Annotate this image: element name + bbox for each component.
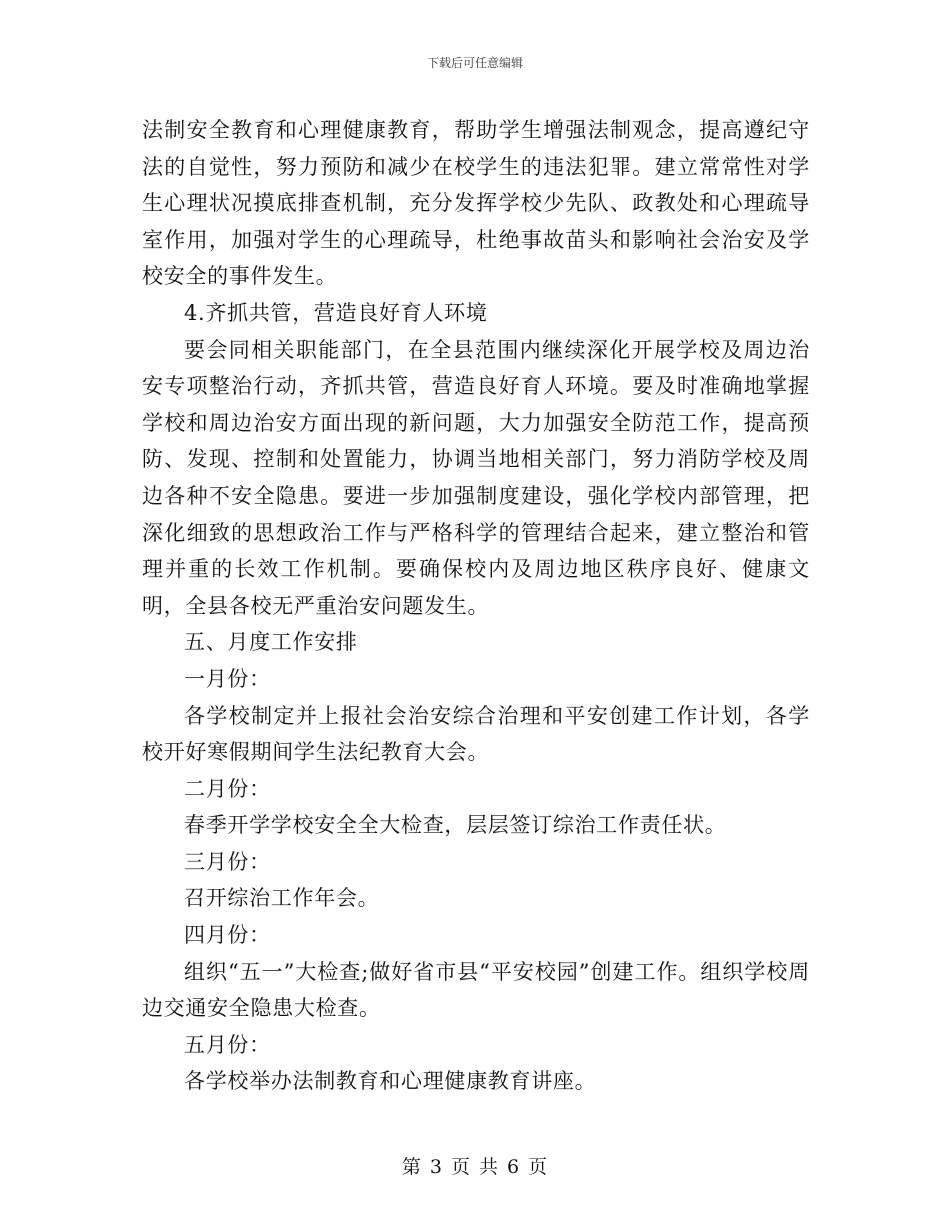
paragraph: 召开综治工作年会。 [184, 886, 380, 911]
month-label: 二月份： [184, 776, 271, 801]
month-label: 四月份： [184, 923, 271, 948]
paragraph: 法制安全教育和心理健康教育，帮助学生增强法制观念，提高遵纪守法的自觉性，努力预防和减少在校学生的违法犯罪。建立常常性对学生心理状况摸底排查机制，充分发挥学校少先队、政教处和心理疏导室作用，加强对学生的心理疏导，杜绝事故苗头和影响社会治安及学校安全的事件发生。 [142, 118, 810, 289]
section-heading: 4.齐抓共管，营造良好育人环境 [184, 300, 488, 325]
month-label: 一月份： [184, 666, 271, 691]
paragraph: 要会同相关职能部门，在全县范围内继续深化开展学校及周边治安专项整治行动，齐抓共管，营造良好育人环境。要及时准确地掌握学校和周边治安方面出现的新问题，大力加强安全防范工作，提高预防、发现、控制和处置能力，协调当地相关部门，努力消防学校及周边各种不安全隐患。要进一步加强制度建设，强化学校内部管理，把深化细致的思想政治工作与严格科学的管理结合起来，建立整治和管理并重的长效工作机制。要确保校内及周边地区秩序良好、健康文明，全县各校无严重治安问题发生。 [142, 337, 810, 618]
page-number-prefix: 第 [401, 1156, 422, 1178]
paragraph: 春季开学学校安全全大检查，层层签订综治工作责任状。 [184, 813, 727, 838]
paragraph: 各学校制定并上报社会治安综合治理和平安创建工作计划，各学校开好寒假期间学生法纪教育大会。 [142, 703, 810, 765]
page-header: 下载后可任意编辑 [426, 56, 523, 70]
month-label: 五月份： [184, 1032, 271, 1057]
document-body [142, 112, 810, 1100]
paragraph: 各学校举办法制教育和心理健康教育讲座。 [184, 1069, 597, 1094]
section-heading: 五、月度工作安排 [184, 630, 358, 655]
page-number-total: 6 [507, 1156, 521, 1178]
page-number [0, 1152, 950, 1179]
month-label: 三月份： [184, 849, 271, 874]
page-number-total-label: 共 [479, 1156, 500, 1178]
page-number-current: 3 [429, 1156, 443, 1178]
page-number-middle: 页 [450, 1156, 471, 1178]
paragraph: 组织“五一”大检查;做好省市县“平安校园”创建工作。组织学校周边交通安全隐患大检查。 [142, 959, 810, 1021]
page-number-suffix: 页 [528, 1156, 549, 1178]
